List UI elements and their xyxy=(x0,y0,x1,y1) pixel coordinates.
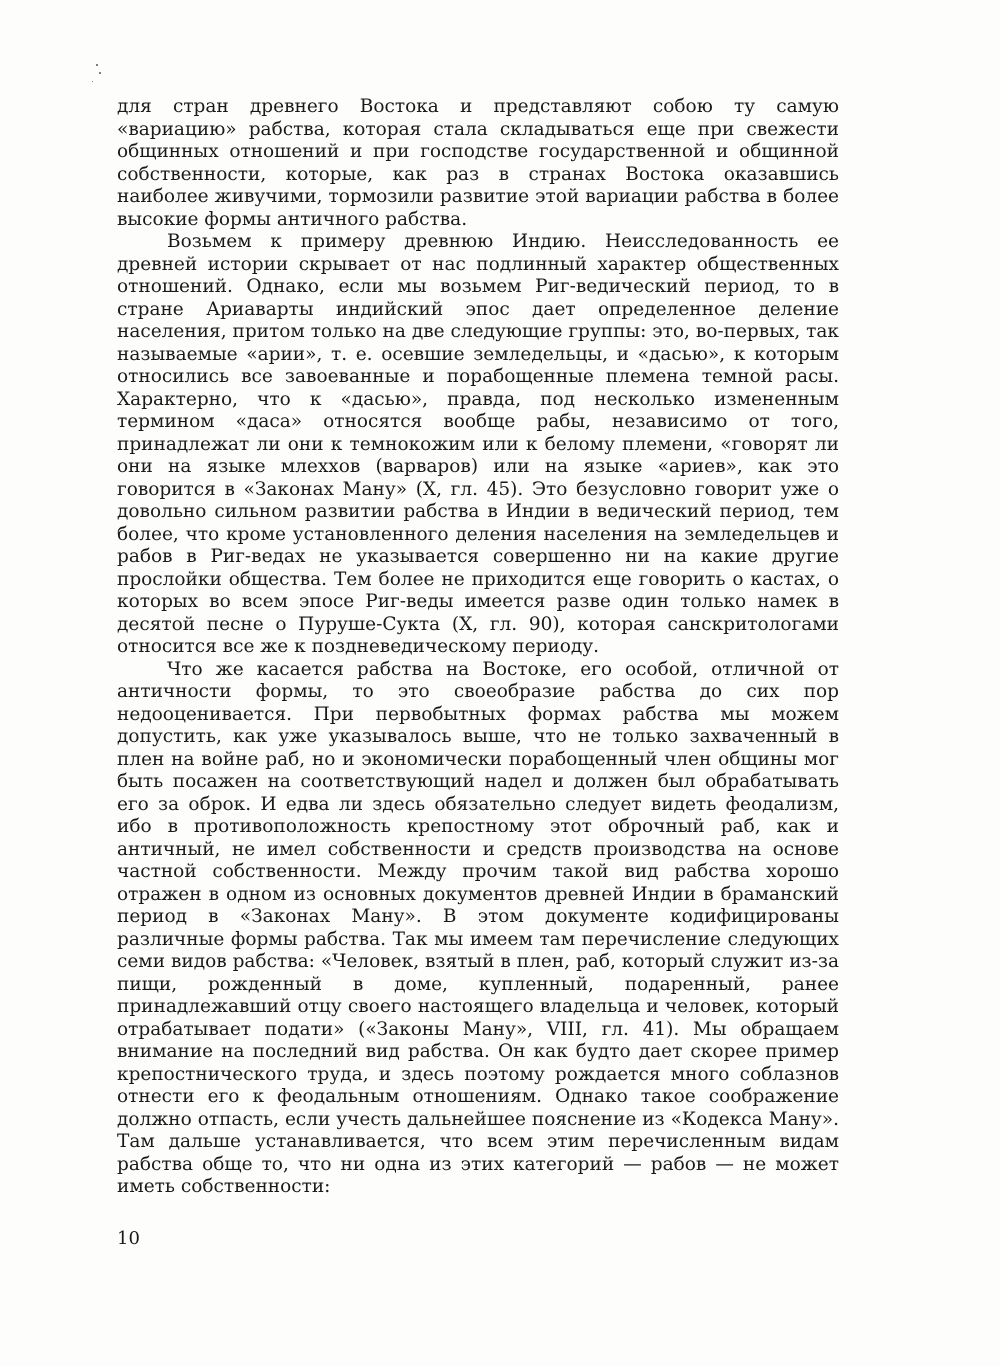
scan-speck xyxy=(96,64,98,66)
scan-speck xyxy=(99,72,101,74)
page-number: 10 xyxy=(117,1228,140,1249)
scan-speck xyxy=(92,81,93,82)
paragraph-ancient-india: Возьмем к примеру древнюю Индию. Неисследованность ее древней истории скрывает от нас подлинный характер общественных отношений. Однако, если мы возьмем Риг-ведический период, то в стране Ариаварты индийский эпос дает определенное деление населения, притом только на две следующие группы: это, во-первых, так называемые «арии», т. е. осевшие земледельцы, и «дасью», к которым относились все завоеванные и порабощенные племена темной расы. Характерно, что к «дасью», правда, под несколько измененным термином «даса» относятся вообще рабы, независимо от того, принадлежат ли они к темнокожим или к белому племени, «говорят ли они на языке млеххов (варваров) или на языке «ариев», как это говорится в «Законах Ману» (X, гл. 45). Это безусловно говорит уже о довольно сильном развитии рабства в Индии в ведический период, тем более, что кроме установленного деления населения на земледельцев и рабов в Риг-ведах не указывается совершенно ни на какие другие прослойки общества. Тем более не приходится еще говорить о кастах, о которых во всем эпосе Риг-веды имеется разве один только намек в десятой песне о Пуруше-Сукта (X, гл. 90), которая санскритологами относится все же к поздневедическому периоду. xyxy=(117,231,839,657)
body-text xyxy=(117,96,839,1199)
paragraph-continuation: для стран древнего Востока и представляют собою ту самую «вариацию» рабства, которая стала складываться еще при свежести общинных отношений и при господстве государственной и общинной собственности, которые, как раз в странах Востока оказавшись наиболее живучими, тормозили развитие этой вариации рабства в более высокие формы античного рабства. xyxy=(117,96,839,230)
paragraph-eastern-slavery: Что же касается рабства на Востоке, его особой, отличной от античности формы, то это своеобразие рабства до сих пор недооценивается. При первобытных формах рабства мы можем допустить, как уже указывалось выше, что не только захваченный в плен на войне раб, но и экономически порабощенный член общины мог быть посажен на соответствующий надел и должен был обрабатывать его за оброк. И едва ли здесь обязательно следует видеть феодализм, ибо в противоположность крепостному этот оброчный раб, как и античный, не имел собственности и средств производства на основе частной собственности. Между прочим такой вид рабства хорошо отражен в одном из основных документов древней Индии в браманский период в «Законах Ману». В этом документе кодифицированы различные формы рабства. Так мы имеем там перечисление следующих семи видов рабства: «Человек, взятый в плен, раб, который служит из-за пищи, рожденный в доме, купленный, подаренный, ранее принадлежавший отцу своего настоящего владельца и человек, который отрабатывает подати» («Законы Ману», VIII, гл. 41). Мы обращаем внимание на последний вид рабства. Он как будто дает скорее пример крепостнического труда, и здесь поэтому рождается много соблазнов отнести его к феодальным отношениям. Однако такое соображение должно отпасть, если учесть дальнейшее пояснение из «Кодекса Ману». Там дальше устанавливается, что всем этим перечисленным видам рабства обще то, что ни одна из этих категорий — рабов — не может иметь собственности: xyxy=(117,658,839,1197)
